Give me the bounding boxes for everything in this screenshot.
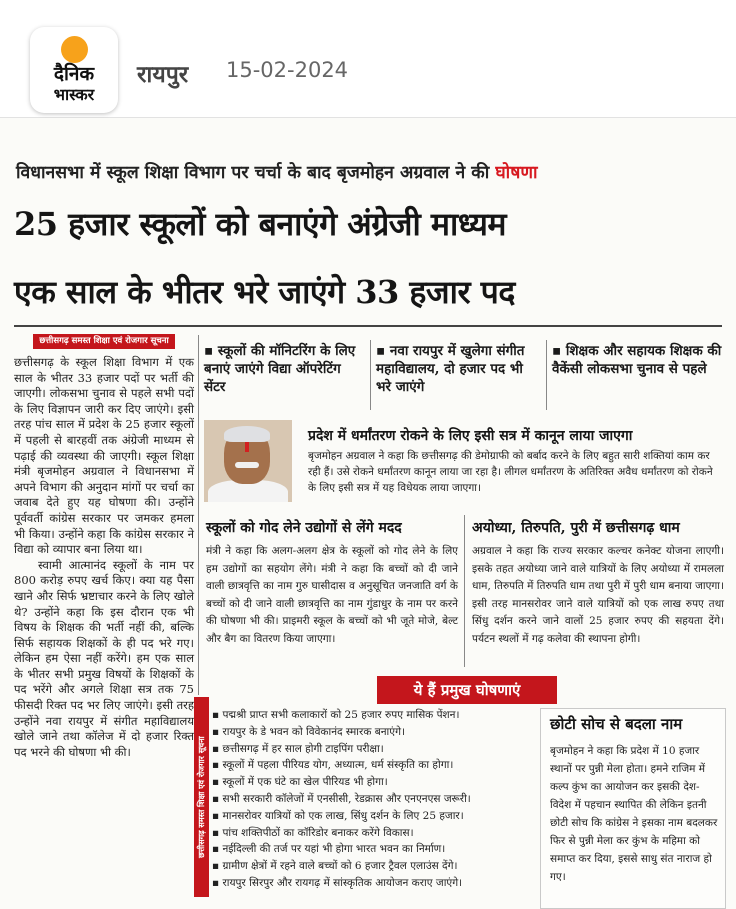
adopt-text: मंत्री ने कहा कि अलग-अलग क्षेत्र के स्कूलों को गोद लेने के लिए हम उद्योगों का सहयोग लेंगे। मंत्री ने कहा कि बच्चों को दी जाने वाली छात्रवृत्ति का नाम गुरु घासीदास व अनुसूचित जनजाति वर्ग के बच्चों को दी जाने वाली छात्रवृत्ति का नाम गुंडाधुर के नाम पर करने की घोषणा भी की। प्राइमरी स्कूल के बच्चों को भी जूते मोजे, बेल्ट और बैग का वितरण किया जाएगा। [206, 545, 458, 645]
adopt-heading: स्कूलों को गोद लेने उद्योगों से लेंगे मदद [206, 520, 402, 536]
section-divider [464, 515, 465, 667]
list-item: ▪ नईदिल्ली की तर्ज पर यहां भी होगा भारत भवन का निर्माण। [212, 843, 446, 856]
column-divider [198, 335, 199, 695]
dainik-bhaskar-logo[interactable] [30, 27, 118, 113]
side-source-tag: छत्तीसगढ़ समस्त शिक्षा एवं रोजगार सूचना [194, 697, 209, 897]
side-box-text: बृजमोहन ने कहा कि प्रदेश में 10 हजार स्थानों पर पुन्नी मेला होता। हमने राजिम में कल्प कुंभ का आयोजन कर इसकी देश-विदेश में पहचान स्थापित की लेकिन इतनी छोटी सोच कि कांग्रेस ने इसका नाम बदलकर फिर से पुन्नी मेला कर कुंभ के महिमा को समाप्त कर दिया, इससे साधु संत नाराज हो गए। [550, 745, 718, 883]
dham-text: अग्रवाल ने कहा कि राज्य सरकार कल्चर कनेक्ट योजना लाएगी। इसके तहत अयोध्या जाने वाले यात्रियों के लिए अयोध्या में रामलला धाम, तिरुपति में तिरुपति धाम तथा पुरी में पुरी धाम बनाया जाएगा। इसी तरह मानसरोवर जाने वाले यात्रियों को एक लाख रुपए तथा सिंधु दर्शन करने जाने वालों 25 हजार रुपए की सहयता देंगे। पर्यटन स्थलों में गढ़ कलेवा की स्थापना होगी। [472, 545, 724, 645]
left-paragraph-2: स्वामी आत्मानंद स्कूलों के नाम पर 800 करोड़ रुपए खर्च किए। क्या यह पैसा खाने और सिर्फ भ्रष्टाचार करने के लिए खोले थे? उन्होंने कहा कि इस दौरान एक भी विषय के शिक्षक की भर्ती नहीं की, बल्कि सिर्फ सहायक शिक्षकों के ही पद भरे गए। लेकिन हम ऐसा नहीं करेंगे। हम एक साल के भीतर सभी प्रमुख विषयों के शिक्षकों के पद भरेंगे और अगले शिक्षा सत्र तक 75 फीसदी रिक्त पद भर लिए जाएंगे। इसी तरह उन्होंने नवा रायपुर में संगीत महाविद्यालय खोले जाने तथा कॉलेज में दो हजार रिक्त पद भरने की घोषणा भी की। [14, 557, 194, 759]
announcements-list [212, 707, 534, 892]
dham-heading: अयोध्या, तिरुपति, पुरी में छत्तीसगढ़ धाम [472, 520, 680, 536]
source-tag: छत्तीसगढ़ समस्त शिक्षा एवं रोजगार सूचना [33, 334, 175, 349]
highlight-3: ▪ शिक्षक और सहायक शिक्षक की वैकेंसी लोकसभा चुनाव से पहले [552, 343, 722, 377]
headline-line-2: एक साल के भीतर भरे जाएंगे 33 हजार पद [14, 273, 515, 311]
announcements-banner: ये हैं प्रमुख घोषणाएं [377, 676, 557, 704]
kicker-highlight: घोषणा [495, 163, 538, 183]
app-header [0, 0, 736, 118]
highlight-divider [546, 340, 547, 410]
list-item: ▪ पद्मश्री प्राप्त सभी कलाकारों को 25 हजार रुपए मासिक पेंशन। [212, 709, 460, 721]
side-box-heading: छोटी सोच से बदला नाम [550, 715, 683, 733]
list-item: ▪ स्कूलों में एक घंटे का खेल पीरियड भी होगा। [212, 776, 388, 789]
conversion-text: बृजमोहन अग्रवाल ने कहा कि छत्तीसगढ़ की डेमोग्राफी को बर्बाद करने के लिए बहुत सारी शक्तियां काम कर रही हैं। उसे रोकने धर्मांतरण कानून लाया जा रहा है। लीगल धर्मांतरण के अतिरिक्त अवैध धर्मांतरण को रोकने के लिए इसी सत्र में यह विधेयक लाया जाएगा। [308, 450, 713, 494]
headline-divider [14, 325, 722, 327]
highlight-divider [370, 340, 371, 410]
list-item: ▪ मानसरोवर यात्रियों को एक लाख, सिंधु दर्शन के लिए 25 हजार। [212, 809, 464, 822]
headline-line-1: 25 हजार स्कूलों को बनाएंगे अंग्रेजी माध्यम [14, 205, 507, 243]
edition-city: रायपुर [137, 62, 189, 88]
edition-date: 15-02-2024 [226, 58, 349, 82]
logo-text-line2: भास्कर [53, 85, 95, 104]
left-paragraph-1: छत्तीसगढ़ के स्कूल शिक्षा विभाग में एक साल के भीतर 33 हजार पदों पर भर्ती की जाएगी। लोकसभा चुनाव से पहले सभी पदों के लिए विज्ञापन जारी कर दिए जाएंगे। इसी तरह पांच साल में प्रदेश के 25 हजार स्कूलों में पहली से बारहवीं तक अंग्रेजी माध्यम से पढ़ाई की व्यवस्था की जाएगी। स्कूल शिक्षा मंत्री बृजमोहन अग्रवाल ने विधानसभा में अपने विभाग की अनुदान मांगों पर चर्चा का जवाब देते हुए यह घोषणा की। उन्होंने पूर्ववर्ती कांग्रेस सरकार पर जमकर हमला भी किया। उन्होंने कहा कि कांग्रेस सरकार ने विद्या को व्यापार बना लिया था। [14, 355, 194, 557]
minister-photo [204, 420, 292, 502]
list-item: ▪ सभी सरकारी कॉलेजों में एनसीसी, रेडक्रास और एनएनएस जरूरी। [212, 792, 471, 805]
list-item: ▪ पांच शक्तिपीठों का कॉरिडोर बनाकर करेंगे विकास। [212, 826, 414, 839]
list-item: ▪ रायपुर के डे भवन को विवेकानंद स्मारक बनाएंगे। [212, 725, 405, 738]
highlight-1: ▪ स्कूलों की मॉनिटरिंग के लिए बनाएं जाएंगे विद्या ऑपरेटिंग सेंटर [204, 343, 356, 395]
highlight-2: ▪ नवा रायपुर में खुलेगा संगीत महाविद्यालय, दो हजार पद भी भरे जाएंगे [376, 343, 525, 395]
list-item: ▪ ग्रामीण क्षेत्रों में रहने वाले बच्चों को 6 हजार ट्रैवल एलाउंस देंगे। [212, 860, 458, 873]
sun-icon [61, 36, 88, 63]
left-column [14, 332, 194, 909]
list-item: ▪ छत्तीसगढ़ में हर साल होगी टाइपिंग परीक्षा। [212, 742, 384, 755]
list-item: ▪ स्कूलों में पहला पीरियड योग, अध्यात्म, धर्म संस्कृति का होगा। [212, 759, 454, 772]
conversion-heading: प्रदेश में धर्मांतरण रोकने के लिए इसी सत्र में कानून लाया जाएगा [308, 428, 633, 444]
list-item: ▪ रायपुर सिरपुर और रायगढ़ में सांस्कृतिक आयोजन कराए जाएंगे। [212, 876, 463, 889]
logo-text-line1: दैनिक [53, 63, 95, 85]
article-kicker: विधानसभा में स्कूल शिक्षा विभाग पर चर्चा के बाद बृजमोहन अग्रवाल ने की घोषणा [16, 163, 538, 183]
